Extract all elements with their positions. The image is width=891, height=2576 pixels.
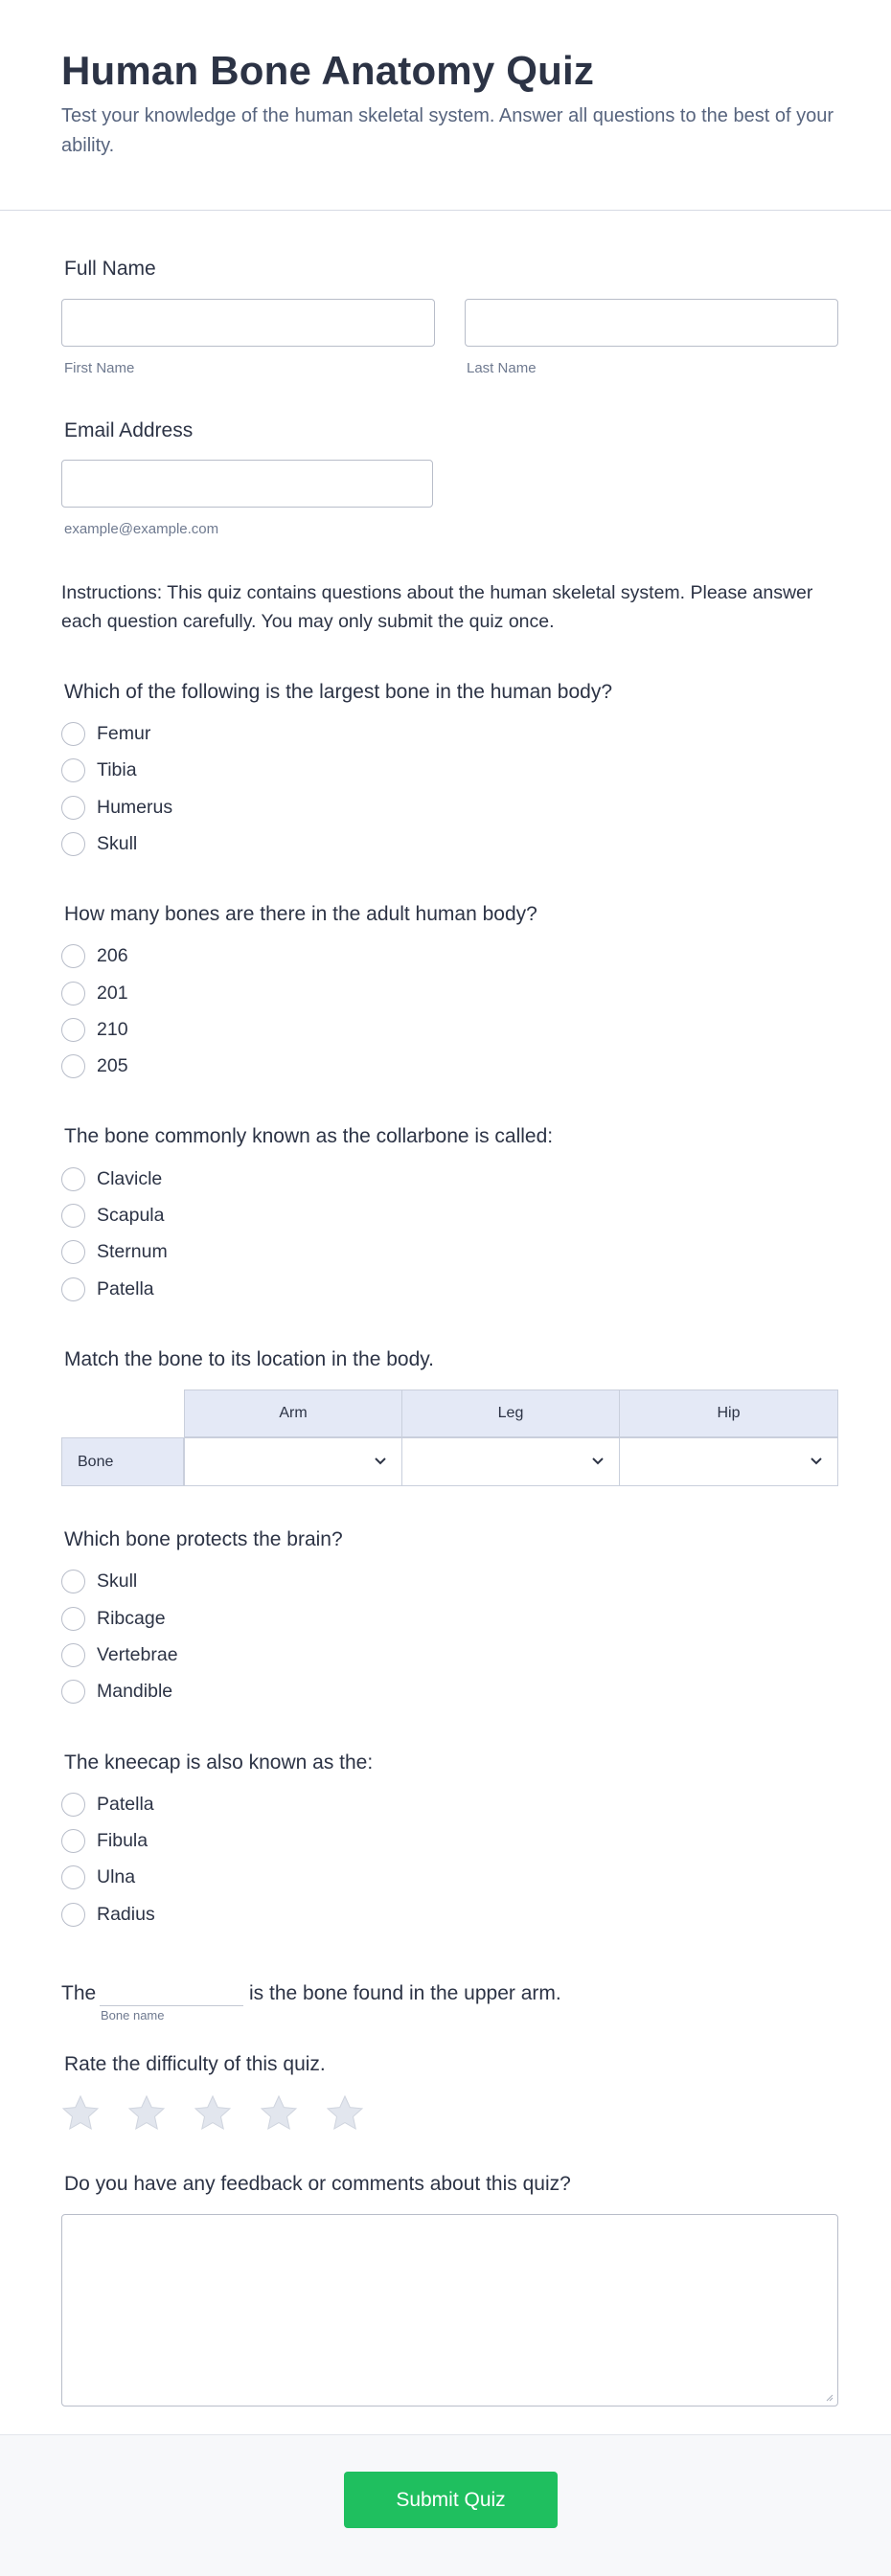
option-label: Mandible	[97, 1680, 173, 1702]
option-label: 206	[97, 944, 128, 966]
feedback-textarea[interactable]	[61, 2214, 838, 2407]
full-name-label: Full Name	[64, 258, 156, 280]
email-input[interactable]	[61, 460, 433, 508]
option-label: Humerus	[97, 796, 173, 818]
radio-button[interactable]	[61, 1054, 85, 1078]
option-label: Sternum	[97, 1240, 168, 1262]
radio-option[interactable]	[61, 1642, 178, 1667]
radio-option[interactable]	[61, 1166, 162, 1191]
radio-button[interactable]	[61, 722, 85, 746]
matrix-column-header: Leg	[401, 1390, 620, 1437]
radio-button[interactable]	[61, 1680, 85, 1704]
rating-label: Rate the difficulty of this quiz.	[64, 2053, 326, 2075]
radio-option[interactable]	[61, 1792, 154, 1817]
radio-button[interactable]	[61, 832, 85, 856]
radio-option[interactable]	[61, 795, 172, 820]
first-name-input[interactable]	[61, 299, 435, 347]
radio-button[interactable]	[61, 1865, 85, 1889]
instructions-text: Instructions: This quiz contains questions about the human skeletal system. Please answer each question carefully. You may only submit the quiz once.	[61, 582, 813, 632]
email-label: Email Address	[64, 419, 194, 441]
question-label: How many bones are there in the adult human body?	[64, 903, 537, 925]
radio-option[interactable]	[61, 1053, 128, 1078]
radio-button[interactable]	[61, 1167, 85, 1191]
last-name-sublabel: Last Name	[467, 360, 537, 376]
chevron-down-icon	[809, 1456, 824, 1467]
radio-button[interactable]	[61, 1793, 85, 1817]
option-label: Skull	[97, 1570, 138, 1592]
option-label: Clavicle	[97, 1167, 163, 1189]
matrix-dropdown[interactable]	[401, 1437, 620, 1486]
radio-option[interactable]	[61, 1017, 128, 1042]
radio-option[interactable]	[61, 1679, 172, 1704]
radio-option[interactable]	[61, 721, 150, 746]
feedback-label: Do you have any feedback or comments about this quiz?	[64, 2173, 571, 2195]
option-label: Femur	[97, 722, 151, 744]
radio-option[interactable]	[61, 1569, 137, 1593]
option-label: Patella	[97, 1793, 154, 1815]
option-label: Patella	[97, 1277, 154, 1299]
option-label: 210	[97, 1018, 128, 1040]
resize-handle-icon[interactable]	[824, 2392, 834, 2402]
radio-button[interactable]	[61, 796, 85, 820]
option-label: Fibula	[97, 1829, 148, 1851]
option-label: Ulna	[97, 1865, 136, 1887]
radio-button[interactable]	[61, 1643, 85, 1667]
option-label: 205	[97, 1054, 128, 1076]
first-name-sublabel: First Name	[64, 360, 135, 376]
star-icon[interactable]	[127, 2094, 166, 2131]
radio-button[interactable]	[61, 1607, 85, 1631]
radio-button[interactable]	[61, 982, 85, 1006]
radio-button[interactable]	[61, 1018, 85, 1042]
star-icon[interactable]	[194, 2094, 232, 2131]
matrix-column-header: Arm	[184, 1390, 402, 1437]
fill-blank-input[interactable]	[100, 2005, 243, 2006]
option-label: Radius	[97, 1903, 155, 1925]
question-label: The kneecap is also known as the:	[64, 1751, 374, 1774]
radio-option[interactable]	[61, 1902, 155, 1927]
star-icon[interactable]	[326, 2094, 364, 2131]
radio-option[interactable]	[61, 943, 128, 968]
fill-blank-prefix: The	[61, 1982, 97, 2004]
option-label: Ribcage	[97, 1607, 166, 1629]
radio-button[interactable]	[61, 1829, 85, 1853]
radio-option[interactable]	[61, 1606, 166, 1631]
fill-blank-suffix: is the bone found in the upper arm.	[249, 1982, 561, 2004]
option-label: Scapula	[97, 1204, 165, 1226]
radio-button[interactable]	[61, 758, 85, 782]
radio-button[interactable]	[61, 944, 85, 968]
form-header	[0, 0, 891, 211]
question-label: The bone commonly known as the collarbone is called:	[64, 1125, 554, 1147]
page-title: Human Bone Anatomy Quiz	[61, 48, 595, 93]
matrix-column-header: Hip	[619, 1390, 838, 1437]
question-label: Which bone protects the brain?	[64, 1528, 343, 1550]
fill-blank-sublabel: Bone name	[101, 2008, 165, 2022]
submit-button[interactable]: Submit Quiz	[344, 2472, 558, 2528]
radio-button[interactable]	[61, 1277, 85, 1301]
chevron-down-icon	[590, 1456, 605, 1467]
option-label: Tibia	[97, 758, 137, 780]
radio-option[interactable]	[61, 1239, 168, 1264]
radio-option[interactable]	[61, 1864, 135, 1889]
radio-option[interactable]	[61, 1828, 148, 1853]
email-sublabel: example@example.com	[64, 521, 219, 537]
option-label: 201	[97, 982, 128, 1004]
radio-button[interactable]	[61, 1204, 85, 1228]
radio-button[interactable]	[61, 1240, 85, 1264]
radio-option[interactable]	[61, 981, 128, 1006]
star-icon[interactable]	[61, 2094, 100, 2131]
matrix-table	[61, 1390, 838, 1486]
matrix-dropdown[interactable]	[184, 1437, 402, 1486]
page-subtitle: Test your knowledge of the human skeletal system. Answer all questions to the best of your ability.	[61, 105, 834, 156]
radio-option[interactable]	[61, 1277, 154, 1301]
radio-option[interactable]	[61, 831, 137, 856]
option-label: Vertebrae	[97, 1643, 178, 1665]
option-label: Skull	[97, 832, 138, 854]
radio-button[interactable]	[61, 1570, 85, 1593]
matrix-row-label: Bone	[61, 1437, 184, 1486]
matrix-label: Match the bone to its location in the body.	[64, 1348, 435, 1370]
matrix-dropdown[interactable]	[619, 1437, 838, 1486]
star-icon[interactable]	[260, 2094, 298, 2131]
last-name-input[interactable]	[465, 299, 838, 347]
chevron-down-icon	[373, 1456, 388, 1467]
radio-button[interactable]	[61, 1903, 85, 1927]
question-label: Which of the following is the largest bone in the human body?	[64, 681, 613, 703]
radio-option[interactable]	[61, 757, 137, 782]
radio-option[interactable]	[61, 1203, 164, 1228]
